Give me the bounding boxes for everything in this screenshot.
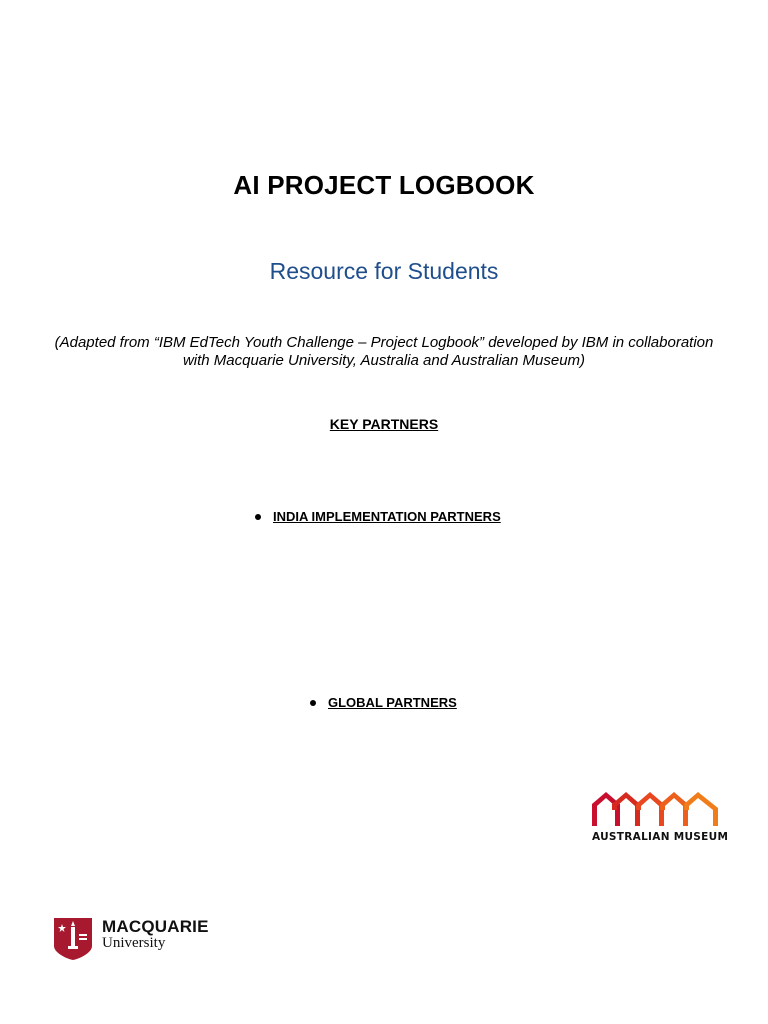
document-subtitle: Resource for Students (269, 258, 499, 284)
macquarie-university-logo (54, 918, 209, 960)
macquarie-subtitle: University (102, 935, 166, 951)
adaptation-note-line-2: with Macquarie University, Australia and Australian Museum) (182, 352, 586, 369)
australian-museum-wordmark: AUSTRALIAN MUSEUM (592, 831, 729, 843)
key-partners-heading: KEY PARTNERS (329, 416, 439, 432)
list-item-india-partners (255, 509, 501, 524)
macquarie-shield-icon (54, 918, 94, 960)
global-partners-label: GLOBAL PARTNERS (328, 695, 457, 710)
bullet-icon (255, 514, 261, 520)
australian-museum-mark-icon (592, 790, 720, 828)
india-partners-label: INDIA IMPLEMENTATION PARTNERS (273, 509, 501, 524)
australian-museum-logo (592, 790, 729, 843)
adaptation-note (30, 334, 738, 370)
document-title: AI PROJECT LOGBOOK (233, 170, 535, 200)
list-item-global-partners (310, 695, 457, 710)
macquarie-wordmark: MACQUARIE (102, 917, 209, 936)
adaptation-note-line-1: (Adapted from “IBM EdTech Youth Challenge – Project Logbook” developed by IBM in collaboration (54, 334, 714, 351)
bullet-icon (310, 700, 316, 706)
